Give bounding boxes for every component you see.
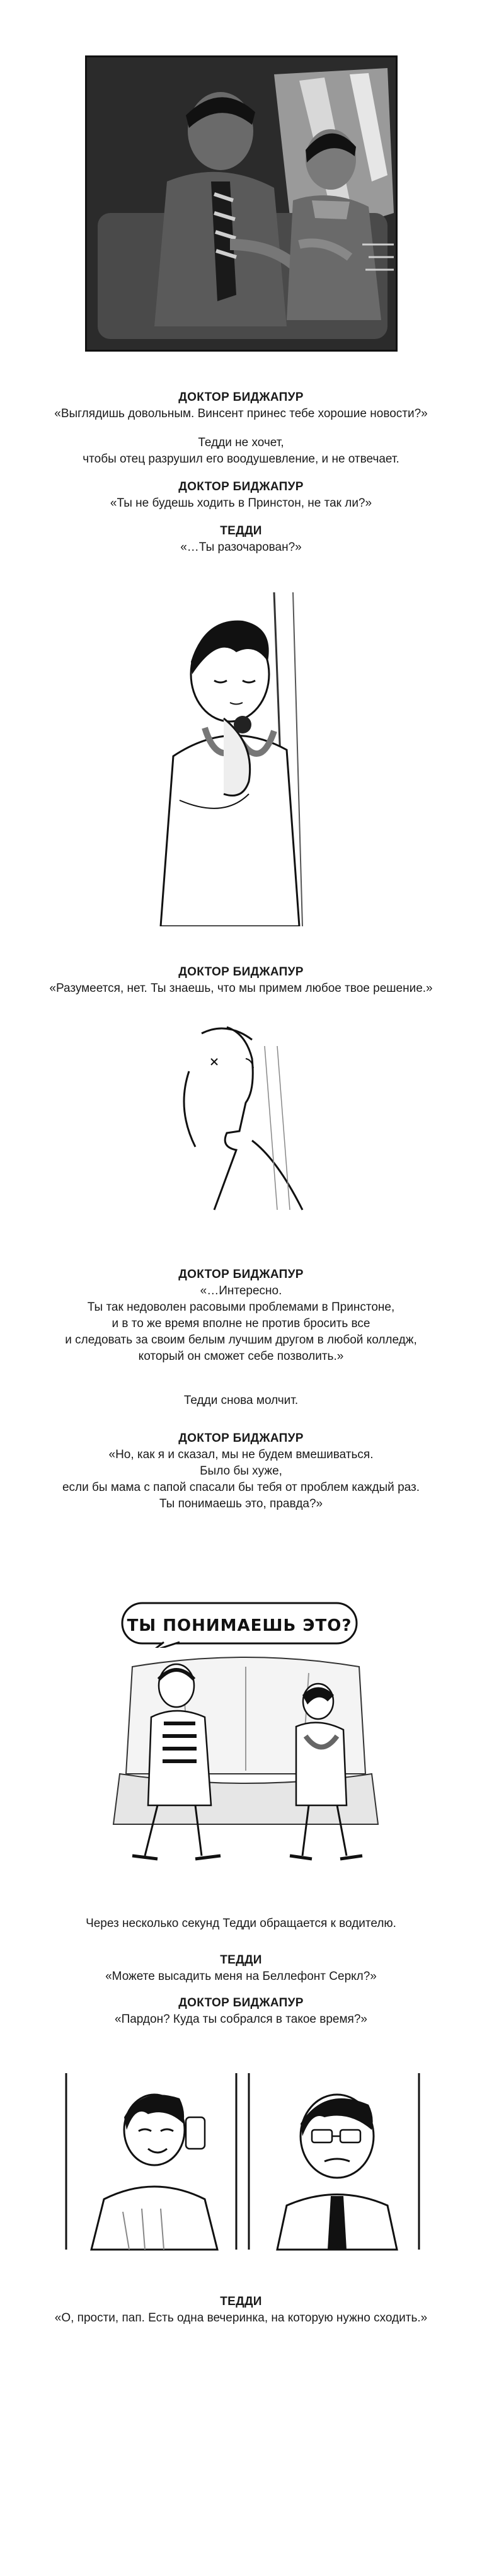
dialogue-line: «Ты не будешь ходить в Принстон, не так ли?» (110, 497, 372, 510)
dialogue-block (0, 1952, 482, 1985)
narration-line: Через несколько секунд Тедди обращается к водителю. (86, 1917, 396, 1930)
teddy-eyes-closed-illustration (148, 592, 337, 926)
dialogue-line: «Пардон? Куда ты собрался в такое время?» (115, 2013, 367, 2026)
dialogue-line: если бы мама с папой спасали бы тебя от проблем каждый раз. (62, 1481, 420, 1494)
dialogue-line: Ты так недоволен расовыми проблемами в Принстоне, (87, 1301, 395, 1314)
speaker-name: ДОКТОР БИДЖАПУР (178, 1996, 304, 2010)
speaker-name: ДОКТОР БИДЖАПУР (178, 965, 304, 979)
dialogue-block (0, 523, 482, 556)
car-interior-night-illustration (85, 55, 398, 352)
speaker-name: ТЕДДИ (220, 1953, 262, 1967)
narration-block (0, 1393, 482, 1409)
speaker-name: ДОКТОР БИДЖАПУР (178, 1268, 304, 1281)
dialogue-line: и следовать за своим белым лучшим другом в любой колледж, (65, 1333, 417, 1347)
dialogue-line: Было бы хуже, (200, 1464, 282, 1478)
car-back-seat-illustration (95, 1648, 397, 1868)
comic-panel-5 (60, 2061, 425, 2256)
dialogue-line: Ты понимаешь это, правда?» (159, 1497, 323, 1510)
narration-line: Тедди снова молчит. (183, 1394, 299, 1407)
father-profile-illustration (151, 1021, 315, 1222)
dialogue-line: и в то же время вполне не против бросить все (112, 1317, 370, 1330)
comic-panel-3 (151, 1021, 315, 1222)
speaker-name: ДОКТОР БИДЖАПУР (178, 1432, 304, 1445)
teddy-and-father-split-illustration (60, 2061, 425, 2256)
dialogue-block (0, 1430, 482, 1512)
dialogue-line: «Разумеется, нет. Ты знаешь, что мы примем любое твое решение.» (49, 982, 433, 995)
narration-line: чтобы отец разрушил его воодушевление, и не отвечает. (83, 452, 399, 466)
narration-block (0, 435, 482, 468)
speech-bubble (120, 1601, 359, 1651)
narration-line: Тедди не хочет, (198, 436, 284, 449)
speaker-name: ДОКТОР БИДЖАПУР (178, 480, 304, 493)
dialogue-line: «Можете высадить меня на Беллефонт Серкл?» (105, 1970, 377, 1983)
dialogue-block (0, 389, 482, 422)
dialogue-line: «…Интересно. (200, 1284, 282, 1297)
dialogue-line: «Но, как я и сказал, мы не будем вмешиваться. (108, 1448, 374, 1461)
comic-panel-2 (148, 592, 337, 926)
dialogue-line: «О, прости, пап. Есть одна вечеринка, на которую нужно сходить.» (54, 2311, 428, 2325)
comic-panel-4 (95, 1648, 397, 1868)
speaker-name: ТЕДДИ (220, 2295, 262, 2308)
speaker-name: ДОКТОР БИДЖАПУР (178, 391, 304, 404)
speaker-name: ТЕДДИ (220, 524, 262, 538)
dialogue-block (0, 1267, 482, 1365)
speech-bubble-text: ТЫ ПОНИМАЕШЬ ЭТО? (127, 1616, 352, 1635)
dialogue-block (0, 2294, 482, 2326)
dialogue-line: который он сможет себе позволить.» (138, 1350, 344, 1363)
dialogue-block (0, 964, 482, 997)
dialogue-line: «Выглядишь довольным. Винсент принес тебе хорошие новости?» (54, 407, 428, 420)
dialogue-line: «…Ты разочарован?» (180, 541, 302, 554)
narration-block (0, 1916, 482, 1932)
comic-panel-1 (85, 55, 398, 352)
dialogue-block (0, 1995, 482, 2028)
dialogue-block (0, 479, 482, 512)
